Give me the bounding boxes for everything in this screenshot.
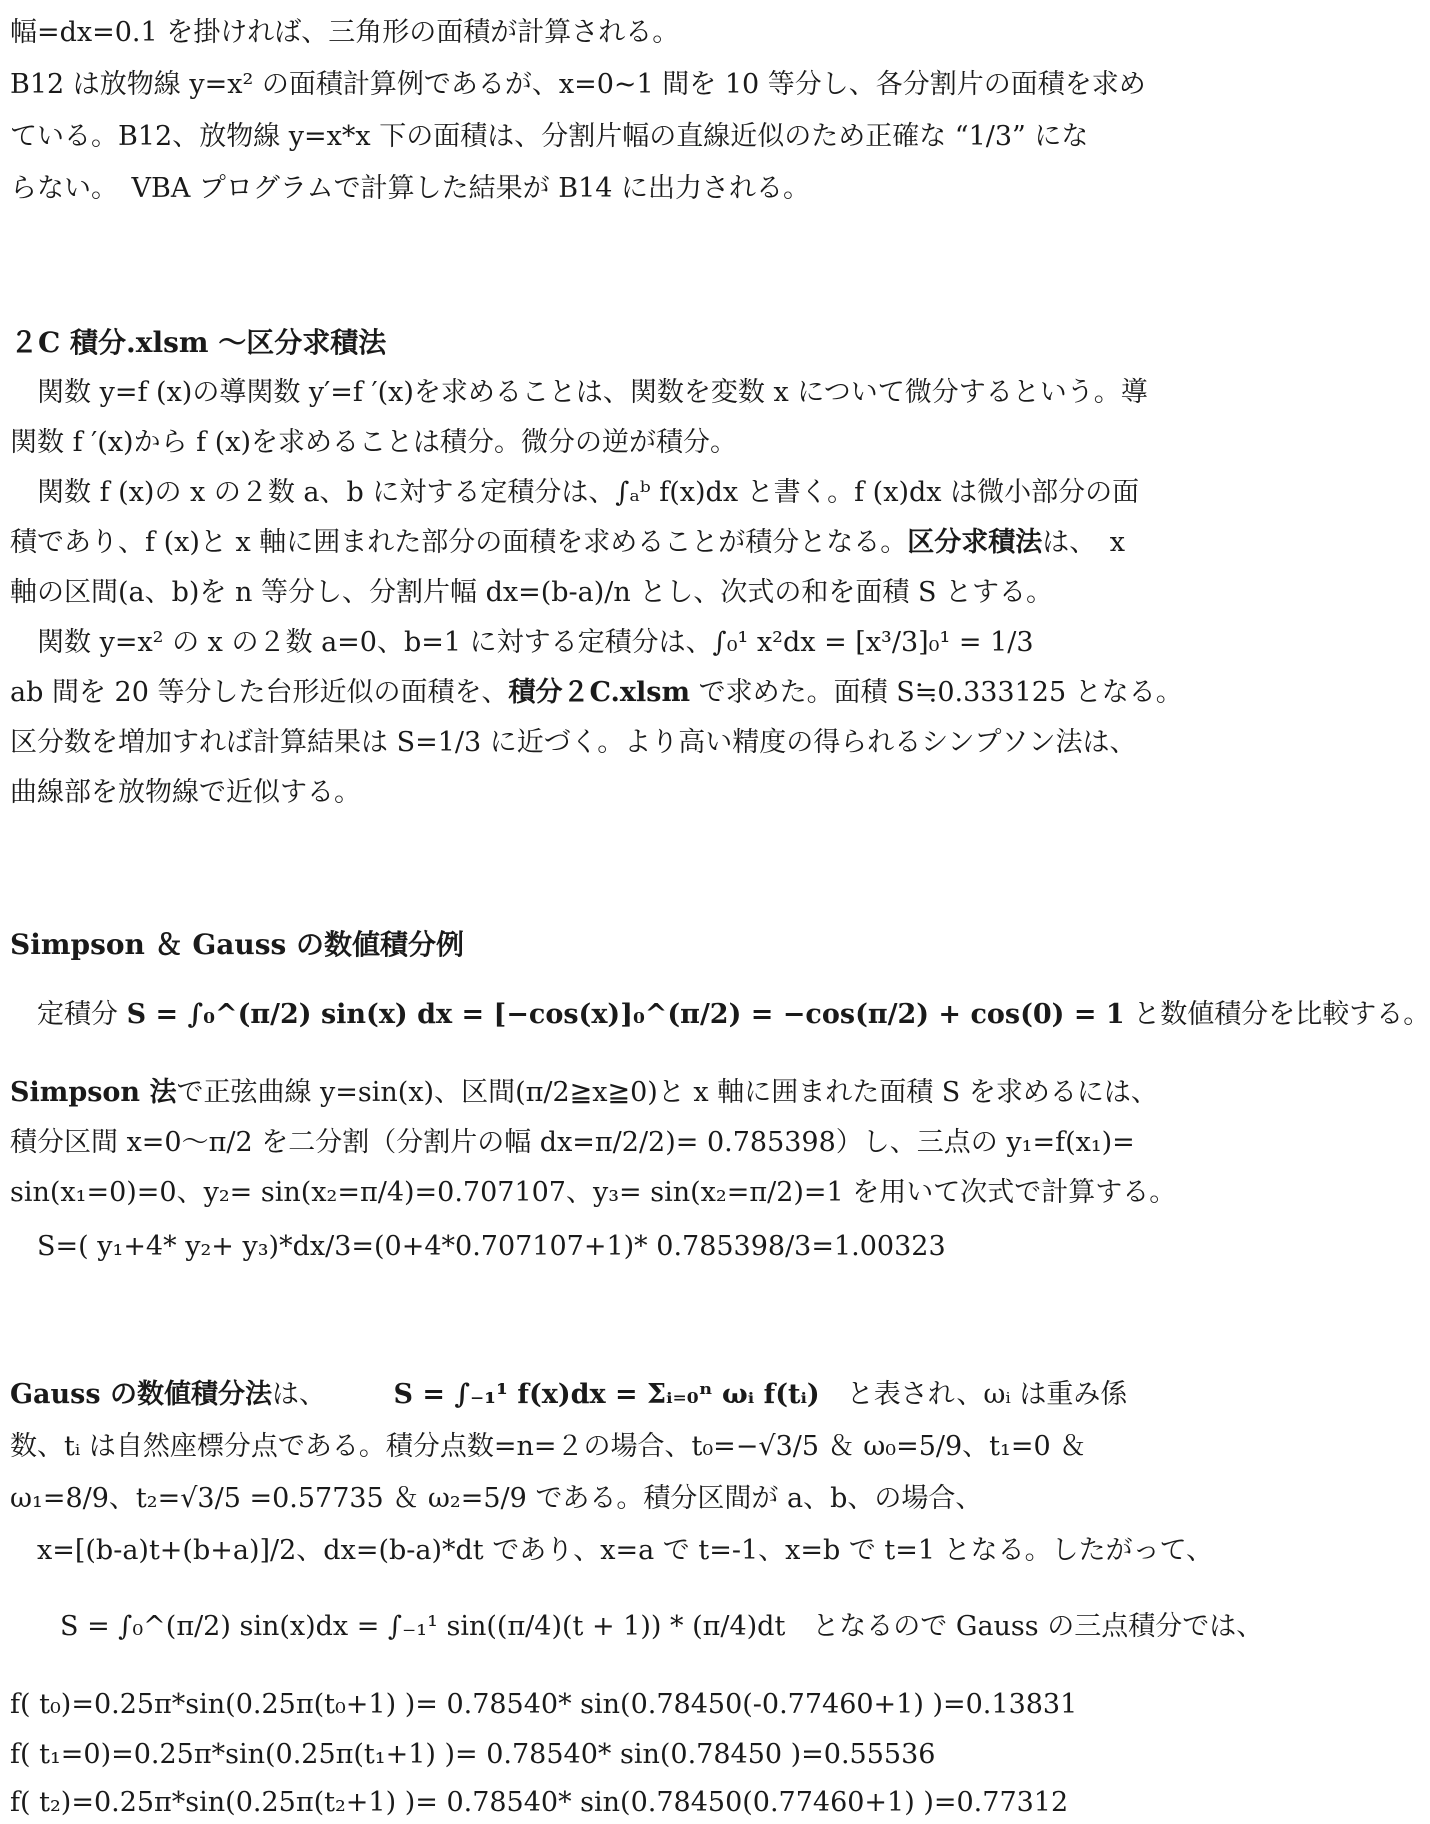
text-line: sin(x₁=0)=0、y₂= sin(x₂=π/4)=0.707107、y₃= sin(x₂=π/2)=1 を用いて次式で計算する。: [10, 1177, 1177, 1208]
formula: S = ∫₋₁¹ f(x)dx = Σᵢ₌₀ⁿ ωᵢ f(tᵢ): [393, 1379, 820, 1410]
text-line: S=( y₁+4* y₂+ y₃)*dx/3=(0+4*0.707107+1)* 0.785398/3=1.00323: [10, 1231, 946, 1262]
text-line: [60, 1608, 1288, 1648]
text: ab 間を 20 等分した台形近似の面積を、: [10, 677, 509, 708]
text-line: [10, 1376, 1288, 1416]
text-line: 曲線部を放物線で近似する。: [10, 777, 361, 808]
text: は、: [271, 1379, 394, 1410]
text: 積であり、f (x)と x 軸に囲まれた部分の面積を求めることが積分となる。: [10, 527, 908, 558]
text: 関数 y=x² の x の２数 a=0、b=1 に対する定積分は、: [10, 627, 713, 658]
text-line: 幅=dx=0.1 を掛ければ、三角形の面積が計算される。: [10, 17, 680, 48]
bold-term: 区分求積法: [907, 527, 1043, 558]
section-heading-simpson-gauss: Simpson ＆ Gauss の数値積分例: [10, 928, 465, 961]
formula-line: f( t₂)=0.25π*sin(0.25π(t₂+1) )= 0.78540* sin(0.78450(0.77460+1) )=0.77312: [10, 1787, 1069, 1818]
formula: S = ∫₀^(π/2) sin(x)dx = ∫₋₁¹ sin((π/4)(t + 1)) * (π/4)dt: [60, 1611, 786, 1642]
text: と数値積分を比較する。: [1124, 999, 1430, 1030]
text-line: [10, 474, 1288, 514]
formula: S = ∫₀^(π/2) sin(x) dx = [−cos(x)]₀^(π/2) = −cos(π/2) + cos(0) = 1: [126, 999, 1125, 1030]
formula-line: f( t₁=0)=0.25π*sin(0.25π(t₁+1) )= 0.78540* sin(0.78450 )=0.55536: [10, 1739, 936, 1770]
text: 関数 f (x)の x の２数 a、b に対する定積分は、: [10, 477, 616, 508]
text: で求めた。面積 S≒0.333125 となる。: [690, 677, 1183, 708]
text: と書く。f (x)dx は微小部分の面: [738, 477, 1140, 508]
text-line: ω₁=8/9、t₂=√3/5 =0.57735 ＆ ω₂=5/9 である。積分区間が a、b、の場合、: [10, 1483, 983, 1514]
text-line: 積分区間 x=0～π/2 を二分割（分割片の幅 dx=π/2/2)= 0.785398）し、三点の y₁=f(x₁)=: [10, 1127, 1135, 1158]
text-line: x=[(b-a)t+(b+a)]/2、dx=(b-a)*dt であり、x=a で t=-1、x=b で t=1 となる。したがって、: [10, 1535, 1214, 1566]
formula: ∫ₐᵇ f(x)dx: [615, 477, 739, 508]
text-line: [10, 674, 1288, 714]
text-line: B12 は放物線 y=x² の面積計算例であるが、x=0~1 間を 10 等分し、各分割片の面積を求め: [10, 69, 1146, 100]
text-line: 数、tᵢ は自然座標分点である。積分点数=n=２の場合、t₀=−√3/5 ＆ ω₀=5/9、t₁=0 ＆: [10, 1431, 1087, 1462]
bold-term: 積分２C.xlsm: [508, 677, 691, 708]
text: は、 x: [1042, 527, 1125, 558]
text-line: [10, 524, 1288, 564]
text-line: [10, 996, 1430, 1036]
text-line: ている。B12、放物線 y=x*x 下の面積は、分割片幅の直線近似のため正確な “1/3” にな: [10, 121, 1089, 152]
text-line: 関数 y=f (x)の導関数 y′=f ′(x)を求めることは、関数を変数 x について微分するという。導: [10, 377, 1148, 408]
text-line: [10, 624, 1288, 664]
section-heading-kubun: ２C 積分.xlsm ～区分求積法: [10, 326, 387, 359]
text-line: 軸の区間(a、b)を n 等分し、分割片幅 dx=(b-a)/n とし、次式の和を面積 S とする。: [10, 577, 1054, 608]
formula-line: f( t₀)=0.25π*sin(0.25π(t₀+1) )= 0.78540* sin(0.78450(-0.77460+1) )=0.13831: [10, 1689, 1078, 1720]
text-line: らない。 VBA プログラムで計算した結果が B14 に出力される。: [10, 173, 811, 204]
text-line: [10, 1074, 1288, 1114]
text: で正弦曲線 y=sin(x)、区間(π/2≧x≧0)と x 軸に囲まれた面積 S を求めるには、: [176, 1077, 1158, 1108]
formula: ∫₀¹ x²dx = [x³/3]₀¹ = 1/3: [712, 627, 1034, 658]
text-line: 区分数を増加すれば計算結果は S=1/3 に近づく。より高い精度の得られるシンプソン法は、: [10, 727, 1137, 758]
text: 定積分: [10, 999, 127, 1030]
bold-term: Gauss の数値積分法: [10, 1379, 272, 1410]
bold-term: Simpson 法: [10, 1077, 177, 1108]
text: となるので Gauss の三点積分では、: [785, 1611, 1264, 1642]
text-line: 関数 f ′(x)から f (x)を求めることは積分。微分の逆が積分。: [10, 427, 738, 458]
text: と表され、ωᵢ は重み係: [819, 1379, 1128, 1410]
